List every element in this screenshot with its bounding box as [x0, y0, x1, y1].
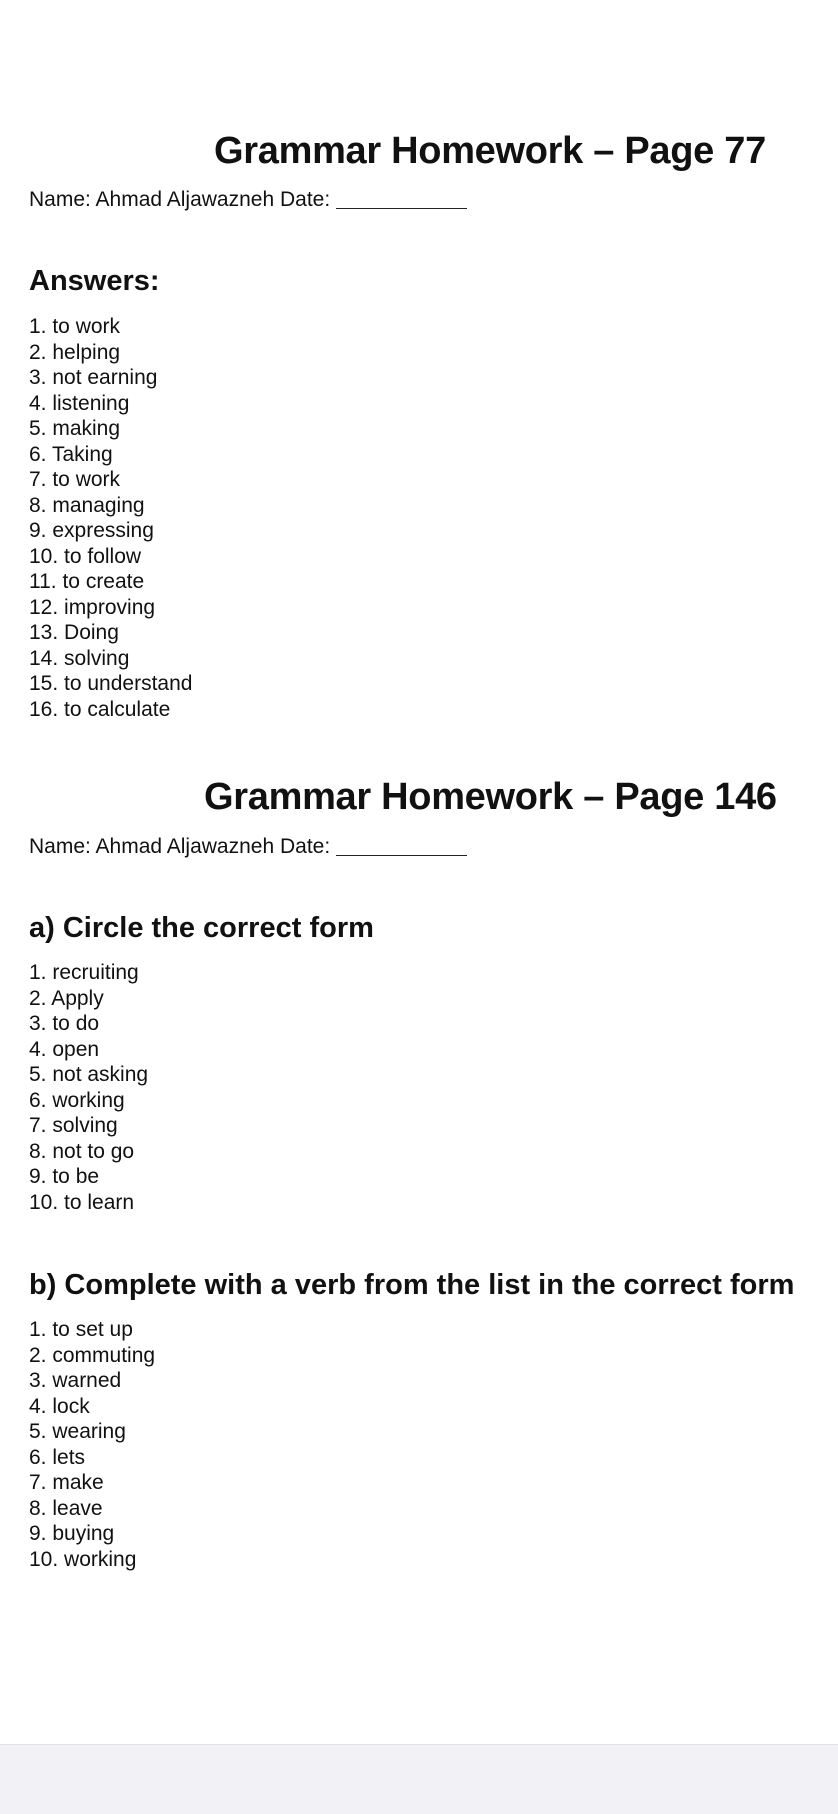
answer-item: 9. buying: [29, 1522, 115, 1545]
answer-item: 5. making: [29, 417, 121, 440]
answer-item: 5. wearing: [29, 1420, 126, 1443]
answer-item: 1. to set up: [29, 1318, 133, 1341]
answer-item: 9. to be: [29, 1165, 100, 1188]
date-blank-line: [336, 854, 467, 856]
answer-item: 10. working: [29, 1547, 137, 1571]
answer-item: 9. expressing: [29, 519, 154, 542]
answer-item: 16. to calculate: [29, 697, 171, 721]
bottom-background-strip: [0, 1745, 838, 1814]
answer-item: 6. lets: [29, 1445, 86, 1469]
answer-item: 1. recruiting: [29, 961, 139, 984]
answer-item: 7. make: [29, 1471, 104, 1494]
page-77-answer-list: [29, 314, 192, 722]
name-date-label: Name: Ahmad Aljawazneh Date:: [29, 188, 331, 211]
page-77-name-line: [29, 189, 467, 210]
page-146-name-line: [29, 836, 467, 857]
answer-item: 5. not asking: [29, 1063, 149, 1086]
answer-item: 14. solving: [29, 646, 130, 670]
answer-item: 4. listening: [29, 391, 130, 415]
answer-item: 7. to work: [29, 468, 121, 491]
answer-item: 10. to learn: [29, 1190, 135, 1214]
answers-heading: Answers:: [29, 265, 160, 297]
answer-item: 11. to create: [29, 570, 145, 593]
answer-item: 10. to follow: [29, 544, 142, 568]
answer-item: 13. Doing: [29, 621, 119, 644]
answer-item: 6. Taking: [29, 442, 113, 466]
answer-item: 15. to understand: [29, 672, 193, 695]
answer-item: 2. helping: [29, 340, 121, 364]
answer-item: 1. to work: [29, 315, 121, 338]
part-b-answer-list: [29, 1317, 155, 1572]
answer-item: 3. not earning: [29, 366, 158, 389]
date-blank-line: [336, 207, 467, 209]
answer-item: 2. commuting: [29, 1343, 156, 1367]
page-77-title: Grammar Homework – Page 77: [214, 130, 766, 172]
answer-item: 12. improving: [29, 595, 156, 619]
name-date-label: Name: Ahmad Aljawazneh Date:: [29, 835, 331, 858]
answer-item: 4. lock: [29, 1394, 90, 1418]
answer-item: 2. Apply: [29, 986, 104, 1010]
part-b-heading: b) Complete with a verb from the list in the correct form: [29, 1269, 795, 1301]
answer-item: 8. not to go: [29, 1139, 135, 1163]
answer-item: 8. managing: [29, 493, 145, 517]
answer-item: 6. working: [29, 1088, 125, 1112]
answer-item: 4. open: [29, 1037, 100, 1061]
part-a-answer-list: [29, 960, 148, 1215]
page-146-title: Grammar Homework – Page 146: [204, 776, 777, 818]
answer-item: 3. warned: [29, 1369, 122, 1392]
part-a-heading: a) Circle the correct form: [29, 912, 374, 944]
answer-item: 8. leave: [29, 1496, 103, 1520]
answer-item: 7. solving: [29, 1114, 118, 1137]
answer-item: 3. to do: [29, 1012, 100, 1035]
